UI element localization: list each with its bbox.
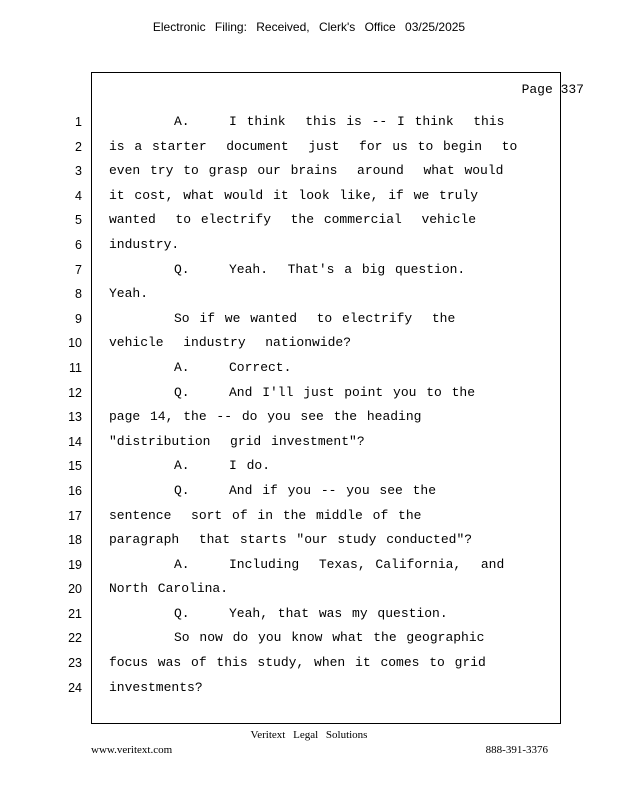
transcript-text: sentence sort of in the middle of the (109, 507, 422, 523)
speaker-marker: Q. (174, 384, 190, 400)
transcript-line (109, 356, 539, 381)
speaker-marker: A. (174, 359, 190, 375)
transcript-text: Yeah. (109, 286, 149, 302)
footer-phone: 888-391-3376 (485, 744, 548, 756)
line-number: 23 (68, 656, 82, 671)
line-number: 22 (68, 631, 82, 646)
speaker-marker: Q. (174, 605, 190, 621)
speaker-marker: Q. (174, 261, 190, 277)
line-number: 10 (68, 336, 82, 351)
transcript-line (109, 454, 539, 479)
transcript-line (109, 602, 539, 627)
footer-company-name: Veritext Legal Solutions (250, 729, 368, 741)
transcript-line (109, 626, 539, 651)
transcript-text: Correct. (229, 359, 292, 375)
line-number: 14 (68, 434, 82, 449)
transcript-text: "distribution grid investment"? (109, 433, 365, 449)
line-number: 21 (68, 606, 82, 621)
line-number: 20 (68, 582, 82, 597)
transcript-line (109, 233, 539, 258)
line-number: 24 (68, 680, 82, 695)
line-number: 5 (75, 213, 82, 228)
line-number: 2 (75, 139, 82, 154)
transcript-line (109, 208, 539, 233)
line-number: 7 (75, 262, 82, 277)
line-number: 4 (75, 188, 82, 203)
transcript-text: And I'll just point you to the (229, 384, 476, 400)
line-number: 12 (68, 385, 82, 400)
speaker-marker: A. (174, 556, 190, 572)
transcript-text: Yeah, that was my question. (229, 605, 448, 621)
filing-stamp-header: Electronic Filing: Received, Clerk's Office 03/25/2025 (152, 20, 466, 34)
transcript-text: I think this is -- I think this (229, 114, 505, 129)
transcript-text: page 14, the -- do you see the heading (109, 409, 422, 425)
line-number: 16 (68, 483, 82, 498)
transcript-text: And if you -- you see the (229, 482, 437, 498)
transcript-text: it cost, what would it look like, if we truly (109, 187, 479, 203)
page-number: Page 337 (521, 82, 584, 97)
transcript-line (109, 651, 539, 676)
transcript-text: industry. (109, 236, 180, 252)
transcript-text: Including Texas, California, and (229, 556, 505, 572)
transcript-text: North Carolina. (109, 581, 229, 597)
transcript-text: is a starter document just for us to begin to (109, 138, 518, 154)
line-number-column (60, 110, 82, 700)
transcript-text: investments? (109, 679, 203, 695)
transcript-text: focus was of this study, when it comes to grid (109, 655, 486, 671)
transcript-text: paragraph that starts "our study conducted"? (109, 532, 473, 548)
line-number: 17 (68, 508, 82, 523)
transcript-line (109, 110, 539, 135)
transcript-text: So now do you know what the geographic (174, 630, 485, 646)
line-number: 11 (69, 360, 82, 375)
line-number: 3 (75, 164, 82, 179)
transcript-line (109, 381, 539, 406)
transcript-line (109, 528, 539, 553)
line-number: 18 (68, 533, 82, 548)
transcript-text: vehicle industry nationwide? (109, 335, 352, 351)
transcript-line (109, 479, 539, 504)
transcript-line (109, 504, 539, 529)
transcript-line (109, 577, 539, 602)
transcript-line (109, 553, 539, 578)
transcript-text: even try to grasp our brains around what would (109, 163, 504, 179)
footer-website: www.veritext.com (91, 744, 173, 756)
line-number: 15 (68, 459, 82, 474)
transcript-line (109, 676, 539, 701)
transcript-text: So if we wanted to electrify the (174, 310, 456, 326)
transcript-line (109, 184, 539, 209)
transcript-line (109, 331, 539, 356)
line-number: 6 (75, 237, 82, 252)
transcript-line (109, 258, 539, 283)
line-number: 19 (68, 557, 82, 572)
transcript-line (109, 307, 539, 332)
transcript-line (109, 135, 539, 160)
transcript-line (109, 405, 539, 430)
speaker-marker: A. (174, 114, 190, 129)
transcript-line (109, 430, 539, 455)
transcript-line (109, 159, 539, 184)
speaker-marker: Q. (174, 482, 190, 498)
transcript-text: I do. (229, 458, 271, 474)
speaker-marker: A. (174, 458, 190, 474)
line-number: 13 (68, 410, 82, 425)
transcript-body (109, 110, 539, 700)
transcript-line (109, 282, 539, 307)
line-number: 1 (75, 115, 82, 129)
line-number: 8 (75, 287, 82, 302)
transcript-text: wanted to electrify the commercial vehicle (109, 212, 477, 228)
line-number: 9 (75, 311, 82, 326)
transcript-text: Yeah. That's a big question. (229, 261, 466, 277)
